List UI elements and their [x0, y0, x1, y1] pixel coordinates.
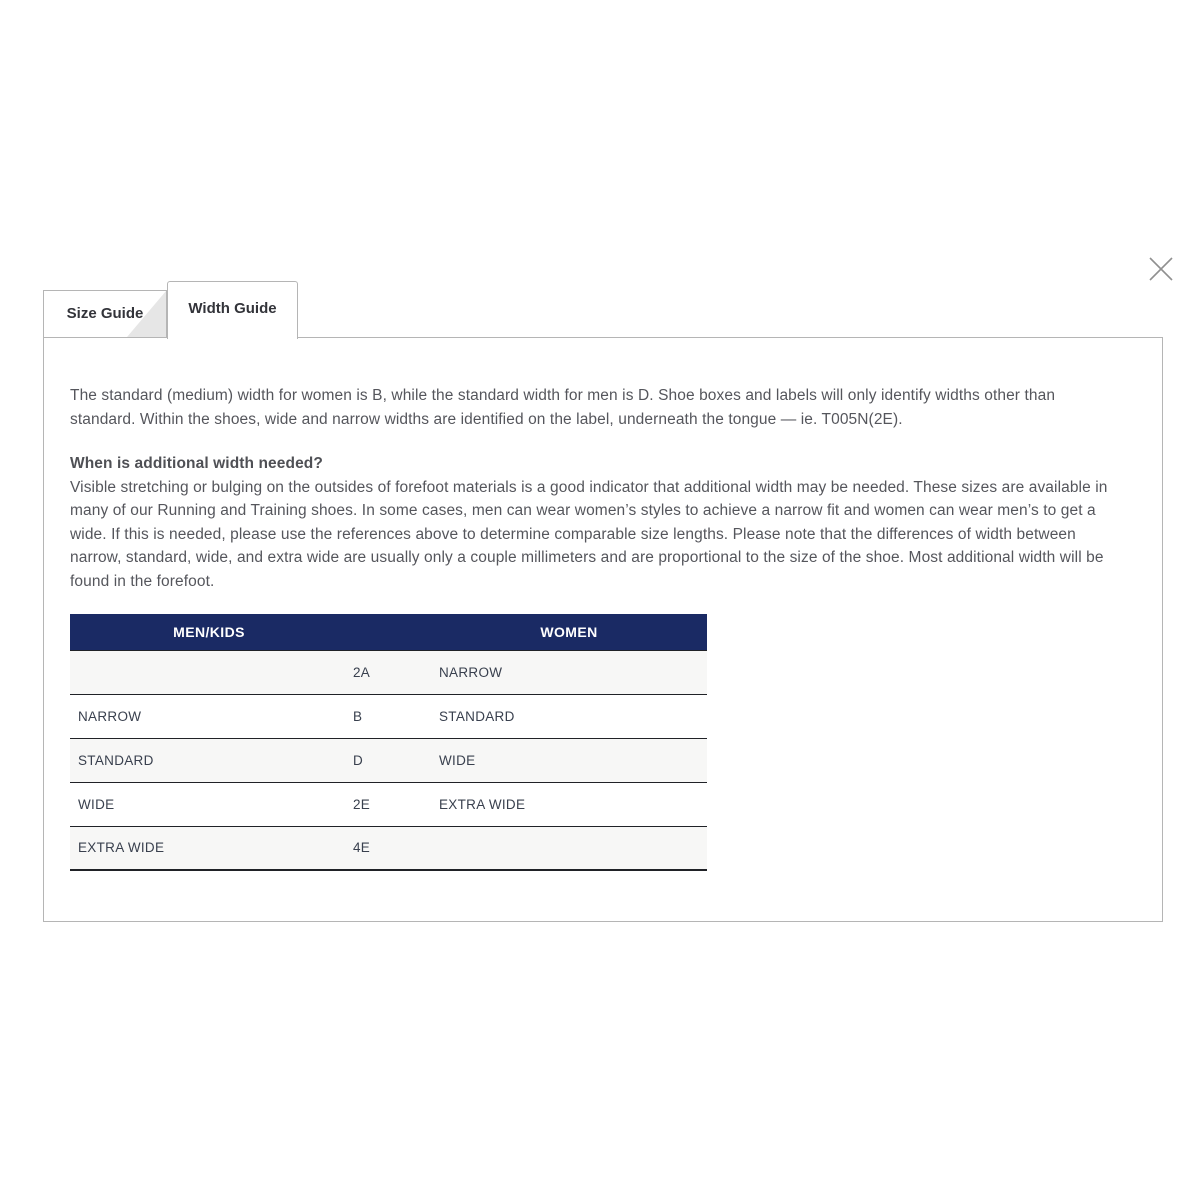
cell-code: 2A	[348, 650, 431, 694]
cell-code: B	[348, 694, 431, 738]
section-heading: When is additional width needed?	[70, 455, 323, 472]
cell-women: STANDARD	[431, 694, 707, 738]
table-row	[70, 694, 707, 738]
intro-paragraph: The standard (medium) width for women is B, while the standard width for men is D. Shoe boxes and labels will only identify widths other than standard. Within the shoes, wide and narrow widths are identified on the label, underneath the tongue — ie. T005N(2E).	[70, 387, 1056, 428]
cell-men: WIDE	[70, 782, 348, 826]
table-row	[70, 826, 707, 870]
tab-width-guide-label: Width Guide	[188, 300, 277, 317]
tab-size-guide[interactable]	[43, 290, 167, 337]
table-row	[70, 738, 707, 782]
cell-men: NARROW	[70, 694, 348, 738]
tab-width-guide[interactable]	[167, 281, 298, 339]
close-icon	[1144, 252, 1178, 286]
cell-women: WIDE	[431, 738, 707, 782]
cell-code: 4E	[348, 826, 431, 870]
width-guide-panel	[43, 337, 1163, 922]
table-header-men-kids: MEN/KIDS	[70, 614, 348, 650]
table-header-spacer	[348, 614, 431, 650]
table-row	[70, 650, 707, 694]
close-button[interactable]	[1144, 252, 1178, 286]
width-comparison-table	[70, 614, 707, 871]
cell-women: NARROW	[431, 650, 707, 694]
tab-size-guide-label: Size Guide	[66, 305, 144, 322]
cell-men: STANDARD	[70, 738, 348, 782]
table-header-row	[70, 614, 707, 650]
cell-code: D	[348, 738, 431, 782]
table-row	[70, 782, 707, 826]
cell-code: 2E	[348, 782, 431, 826]
section-body-paragraph: Visible stretching or bulging on the outsides of forefoot materials is a good indicator that additional width may be needed. These sizes are available in many of our Running and Training shoes. In some cases, men can wear women’s styles to achieve a narrow fit and women can wear men’s to get a wide. If this is needed, please use the references above to determine comparable size lengths. Please note that the differences of width between narrow, standard, wide, and extra wide are usually only a couple millimeters and are proportional to the size of the shoe. Most additional width will be found in the forefoot.	[70, 478, 1108, 590]
cell-women	[431, 826, 707, 870]
table-header-women: WOMEN	[431, 614, 707, 650]
cell-women: EXTRA WIDE	[431, 782, 707, 826]
cell-men: EXTRA WIDE	[70, 826, 348, 870]
cell-men	[70, 650, 348, 694]
